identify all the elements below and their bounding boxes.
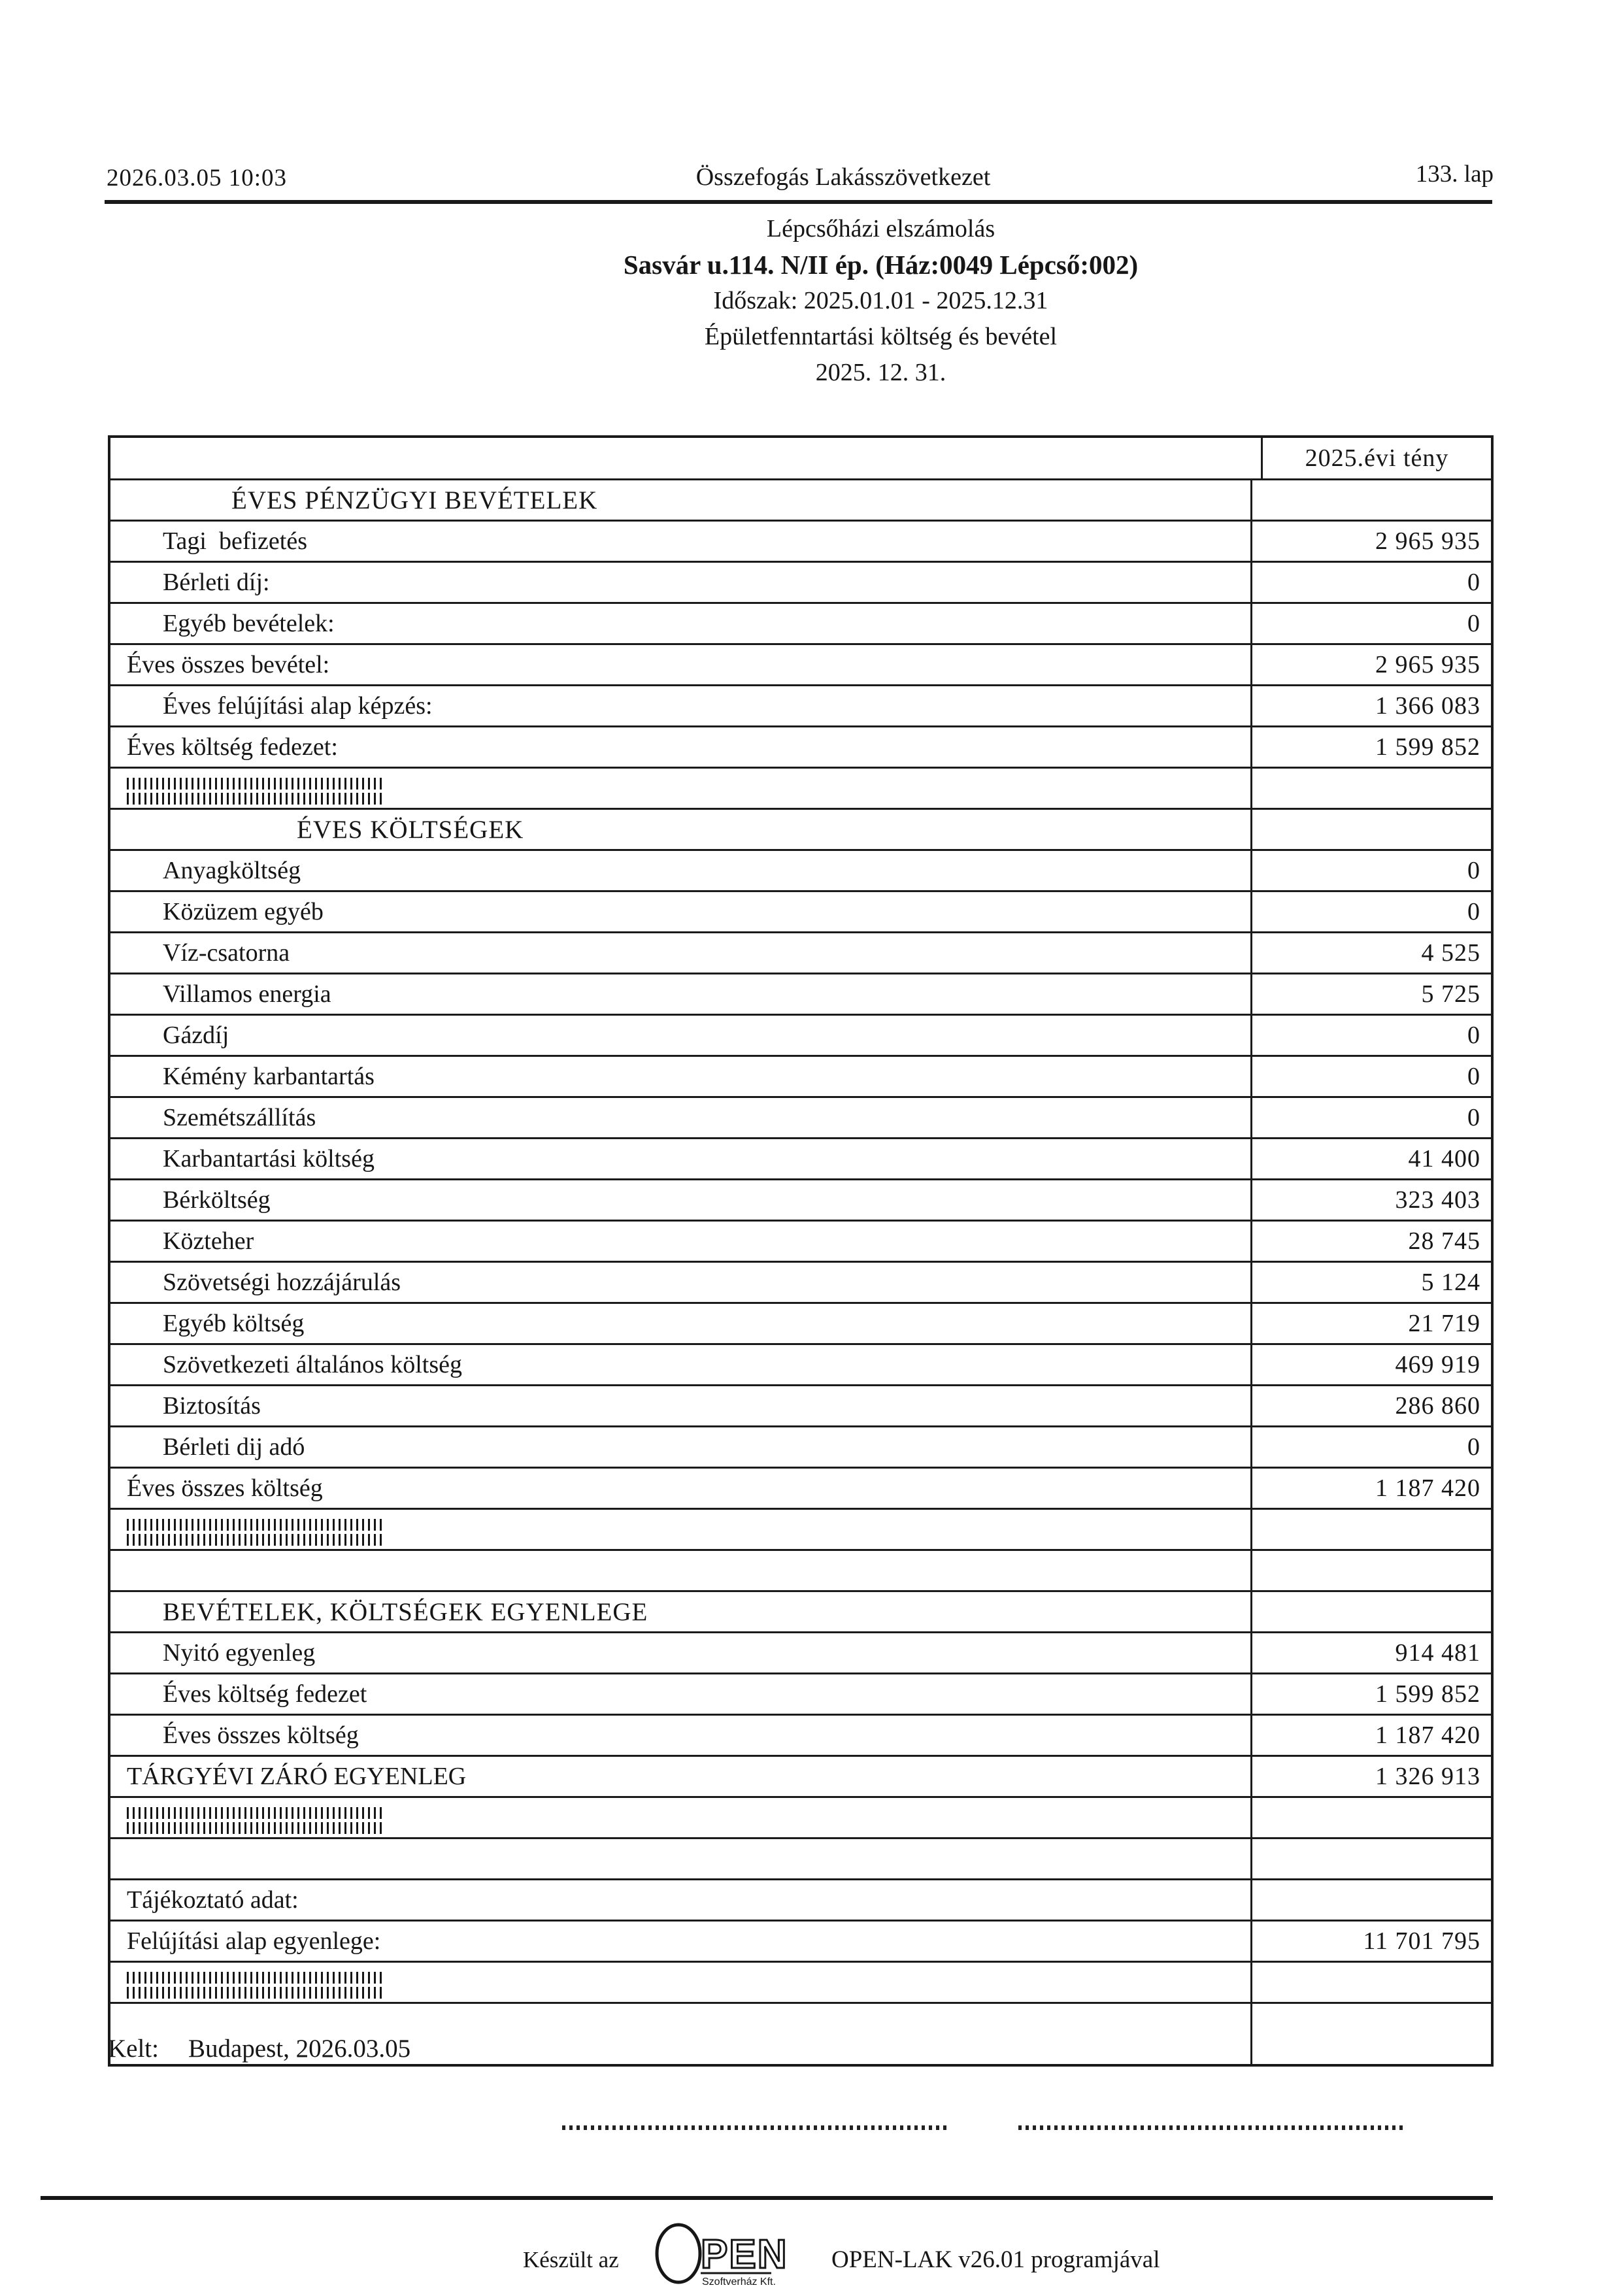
row-value	[1250, 1551, 1491, 1590]
table-row	[110, 480, 1491, 522]
open-logo-subtext: Szoftverház Kft.	[702, 2276, 776, 2288]
table-row	[110, 604, 1491, 645]
table-row	[110, 1469, 1491, 1510]
table-row	[110, 1880, 1491, 1922]
row-value: 0	[1250, 604, 1491, 643]
row-value: 5 725	[1250, 974, 1491, 1014]
table-row	[110, 1222, 1491, 1263]
row-label: Nyitó egyenleg	[163, 1639, 316, 1667]
statement-table	[108, 435, 1494, 2067]
table-row	[110, 1922, 1491, 1963]
row-label: Gázdíj	[163, 1022, 229, 1049]
row-label: Tagi befizetés	[163, 527, 308, 555]
kelt-label: Kelt:	[108, 2035, 159, 2063]
row-label: Biztosítás	[163, 1392, 261, 1420]
signature-dotted-line	[562, 2125, 948, 2130]
table-row	[110, 1263, 1491, 1304]
building-address: Sasvár u.114. N/II ép. (Ház:0049 Lépcső:002)	[623, 250, 1139, 280]
print-datetime: 2026.03.05 10:03	[107, 165, 288, 191]
row-value: 0	[1250, 1427, 1491, 1467]
table-row	[110, 1716, 1491, 1757]
signature-dotted-line	[1018, 2125, 1405, 2130]
table-row	[110, 1674, 1491, 1716]
table-row	[110, 1798, 1491, 1839]
row-value: 286 860	[1250, 1386, 1491, 1425]
table-row	[110, 810, 1491, 851]
row-label: Anyagköltség	[163, 857, 301, 884]
row-value: 1 187 420	[1250, 1716, 1491, 1755]
row-value	[1250, 1798, 1491, 1837]
row-value: 4 525	[1250, 933, 1491, 973]
hatch-band	[127, 1534, 382, 1546]
row-label: Kémény karbantartás	[163, 1063, 375, 1090]
row-value: 2025.évi tény	[1261, 438, 1491, 478]
report-period: Időszak: 2025.01.01 - 2025.12.31	[713, 287, 1048, 314]
table-row	[110, 1592, 1491, 1633]
row-value	[1250, 810, 1491, 849]
row-label: ÉVES KÖLTSÉGEK	[297, 815, 524, 844]
row-value	[1250, 1880, 1491, 1920]
row-label	[110, 1963, 1250, 2002]
row-value	[1250, 1592, 1491, 1631]
row-label: Szövetkezeti általános költség	[163, 1351, 462, 1378]
report-type: Lépcsőházi elszámolás	[766, 215, 995, 242]
row-label: Éves összes költség	[127, 1474, 323, 1502]
hatch-band	[127, 1807, 382, 1819]
row-value: 0	[1250, 851, 1491, 890]
row-label: Egyéb költség	[163, 1310, 305, 1337]
row-label: Tájékoztató adat:	[127, 1886, 299, 1914]
row-label: Éves költség fedezet:	[127, 733, 338, 761]
row-label: Víz-csatorna	[163, 939, 290, 967]
table-row	[110, 892, 1491, 933]
row-label: Éves összes bevétel:	[127, 651, 330, 678]
table-row	[110, 686, 1491, 727]
row-label: Karbantartási költség	[163, 1145, 375, 1173]
table-row	[110, 1057, 1491, 1098]
row-label: Bérleti dij adó	[163, 1433, 305, 1461]
table-row	[110, 1633, 1491, 1674]
table-row	[110, 851, 1491, 892]
row-label	[110, 769, 1250, 808]
page-number: 133. lap	[1415, 161, 1494, 188]
row-value	[1250, 769, 1491, 808]
table-row	[110, 1510, 1491, 1551]
row-label: Közteher	[163, 1227, 254, 1255]
row-value	[1250, 1963, 1491, 2002]
header-rule	[105, 200, 1492, 204]
row-value	[1250, 1510, 1491, 1549]
row-value: 0	[1250, 892, 1491, 931]
row-label: BEVÉTELEK, KÖLTSÉGEK EGYENLEGE	[163, 1597, 648, 1626]
row-value: 1 599 852	[1250, 1674, 1491, 1714]
row-value: 5 124	[1250, 1263, 1491, 1302]
made-with-prefix: Készült az	[523, 2247, 619, 2272]
table-row	[110, 1180, 1491, 1222]
row-label: Éves felújítási alap képzés:	[163, 692, 433, 720]
row-value: 0	[1250, 1057, 1491, 1096]
row-value: 41 400	[1250, 1139, 1491, 1178]
organization-name: Összefogás Lakásszövetkezet	[695, 163, 991, 191]
row-value: 2 965 935	[1250, 645, 1491, 684]
hatch-band	[127, 1987, 382, 1999]
table-row	[110, 438, 1491, 480]
row-label	[110, 1839, 1250, 1878]
row-value	[1250, 480, 1491, 520]
table-row	[110, 1551, 1491, 1592]
table-row	[110, 1427, 1491, 1469]
row-value: 1 366 083	[1250, 686, 1491, 725]
row-value: 28 745	[1250, 1222, 1491, 1261]
row-label: TÁRGYÉVI ZÁRÓ EGYENLEG	[127, 1763, 467, 1790]
row-label: Éves költség fedezet	[163, 1680, 367, 1708]
row-value: 469 919	[1250, 1345, 1491, 1384]
row-value: 323 403	[1250, 1180, 1491, 1220]
row-label: Közüzem egyéb	[163, 898, 324, 925]
row-value: 914 481	[1250, 1633, 1491, 1672]
row-value: 1 187 420	[1250, 1469, 1491, 1508]
report-date: 2025. 12. 31.	[815, 359, 946, 386]
table-row	[110, 1839, 1491, 1880]
open-logo-letters: PEN	[701, 2232, 788, 2277]
row-label: Egyéb bevételek:	[163, 610, 335, 637]
report-subject: Épületfenntartási költség és bevétel	[704, 323, 1058, 350]
table-row	[110, 769, 1491, 810]
made-with-program: OPEN-LAK v26.01 programjával	[831, 2246, 1160, 2273]
row-value: 2 965 935	[1250, 522, 1491, 561]
table-row	[110, 1386, 1491, 1427]
row-label	[110, 1510, 1250, 1549]
table-row	[110, 727, 1491, 769]
row-label: Villamos energia	[163, 980, 331, 1008]
row-value: 0	[1250, 563, 1491, 602]
row-value: 0	[1250, 1016, 1491, 1055]
open-software-logo	[654, 2221, 794, 2296]
row-label	[110, 438, 1261, 478]
table-row	[110, 1345, 1491, 1386]
row-label: Bérleti díj:	[163, 569, 270, 596]
row-value: 1 599 852	[1250, 727, 1491, 767]
row-value: 0	[1250, 1098, 1491, 1137]
open-logo-icon	[654, 2221, 794, 2293]
row-label	[110, 1551, 1250, 1590]
row-label: Felújítási alap egyenlege:	[127, 1927, 381, 1955]
hatch-band	[127, 1972, 382, 1984]
table-row	[110, 563, 1491, 604]
table-row	[110, 974, 1491, 1016]
row-label: Éves összes költség	[163, 1722, 359, 1749]
hatch-band	[127, 1822, 382, 1834]
row-value: 11 701 795	[1250, 1922, 1491, 1961]
hatch-band	[127, 778, 382, 790]
row-label: Szemétszállítás	[163, 1104, 316, 1131]
row-label: Szövetségi hozzájárulás	[163, 1269, 401, 1296]
table-row	[110, 1304, 1491, 1345]
row-label	[110, 1798, 1250, 1837]
table-row	[110, 1757, 1491, 1798]
signed-at-line	[108, 2034, 410, 2063]
table-row	[110, 1098, 1491, 1139]
table-row	[110, 1963, 1491, 2004]
row-value	[1250, 1839, 1491, 1878]
title-block	[190, 211, 1572, 391]
table-row	[110, 933, 1491, 974]
kelt-value: Budapest, 2026.03.05	[188, 2035, 411, 2063]
hatch-band	[127, 793, 382, 805]
hatch-band	[127, 1519, 382, 1531]
table-row	[110, 645, 1491, 686]
footer-rule	[41, 2196, 1493, 2200]
table-row	[110, 1016, 1491, 1057]
row-value: 1 326 913	[1250, 1757, 1491, 1796]
row-label: Bérköltség	[163, 1186, 271, 1214]
row-label: ÉVES PÉNZÜGYI BEVÉTELEK	[231, 486, 598, 514]
table-row	[110, 522, 1491, 563]
row-value: 21 719	[1250, 1304, 1491, 1343]
row-value	[1250, 2004, 1491, 2064]
table-row	[110, 1139, 1491, 1180]
